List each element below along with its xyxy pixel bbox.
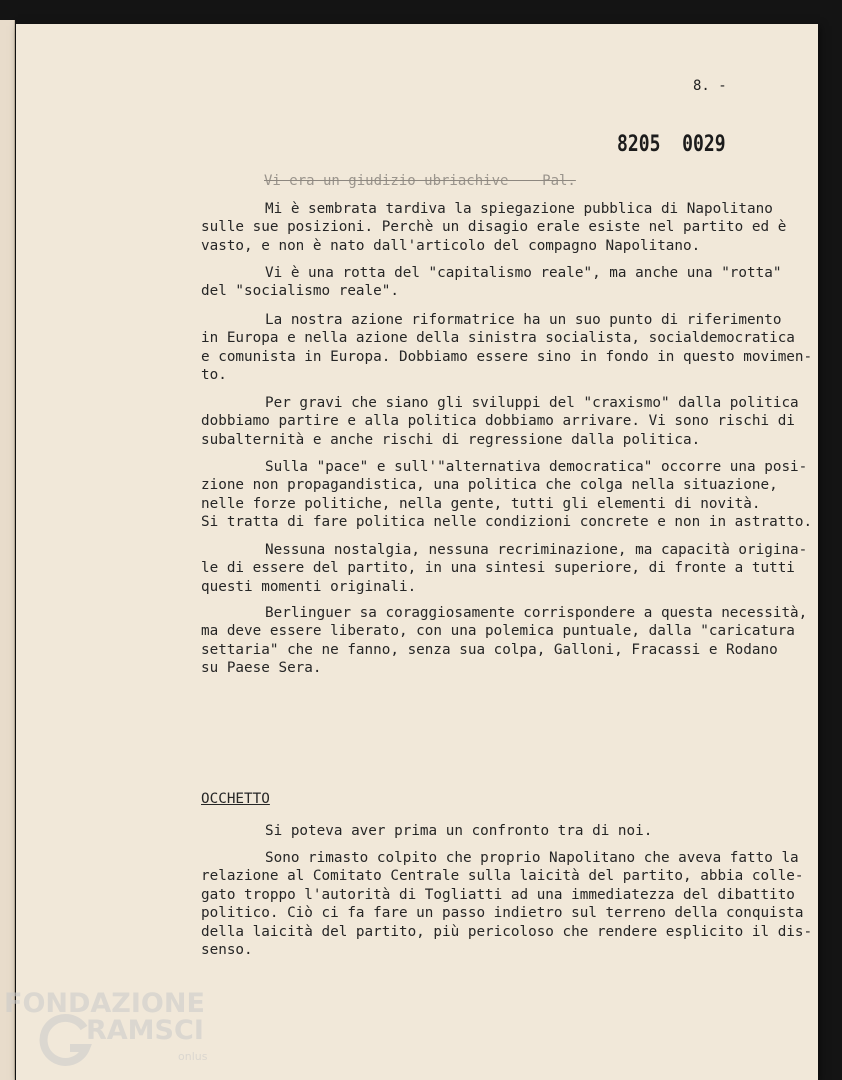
paragraph: Berlinguer sa coraggiosamente corrispondere a questa necessità, ma deve essere liberato, con una polemica puntuale, dalla "caricatura settaria" che ne fanno, senza sua colpa, Galloni, Fracassi e Rodano su Paese Sera. [201, 605, 808, 677]
struck-out-line: Vi era un giudizio ubriachive Pal. [264, 173, 576, 189]
watermark-line-3: onlus [178, 1050, 208, 1063]
paragraph: Nessuna nostalgia, nessuna recriminazione, ma capacità origina- le di essere del partito, in una sintesi superiore, di fronte a tutti questi momenti originali. [201, 542, 808, 595]
archive-number: 8205 0029 [617, 132, 726, 157]
paragraph: Sulla "pace" e sull'"alternativa democratica" occorre una posi- zione non propagandistica, una politica che colga nella situazione, nelle forze politiche, nella gente, tutti gli elementi di novità. Si tratta di fare politica nelle condizioni concrete e non in astratto. [201, 459, 813, 531]
archive-watermark [4, 988, 214, 1076]
watermark-line-2: RAMSCI [86, 1015, 204, 1046]
facing-page-edge [0, 20, 15, 1080]
paragraph: Vi è una rotta del "capitalismo reale", ma anche una "rotta" del "socialismo reale". [201, 265, 782, 300]
paragraph: La nostra azione riformatrice ha un suo punto di riferimento in Europa e nella azione della sinistra socialista, socialdemocratica e comunista in Europa. Dobbiamo essere sino in fondo in questo movimen- to. [201, 312, 813, 384]
paragraph: Si poteva aver prima un confronto tra di noi. [265, 823, 653, 839]
watermark-line-1: FONDAZIONE [4, 988, 205, 1019]
paragraph: Per gravi che siano gli sviluppi del "craxismo" dalla politica dobbiamo partire e alla politica dobbiamo arrivare. Vi sono rischi di subalternità e anche rischi di regressione dalla politica. [201, 395, 799, 448]
page-number: 8. - [693, 78, 727, 94]
section-heading: OCCHETTO [201, 791, 270, 807]
paragraph: Sono rimasto colpito che proprio Napolitano che aveva fatto la relazione al Comitato Centrale sulla laicità del partito, abbia colle- gato troppo l'autorità di Togliatti ad una immediatezza del dibattito politico. Ciò ci fa fare un passo indietro sul terreno della conquista della laicità del partito, più pericoloso che rendere esplicito il dis- senso. [201, 850, 813, 959]
paragraph: Mi è sembrata tardiva la spiegazione pubblica di Napolitano sulle sue posizioni. Perchè un disagio erale esiste nel partito ed è vasto, e non è nato dall'articolo del compagno Napolitano. [201, 201, 787, 254]
